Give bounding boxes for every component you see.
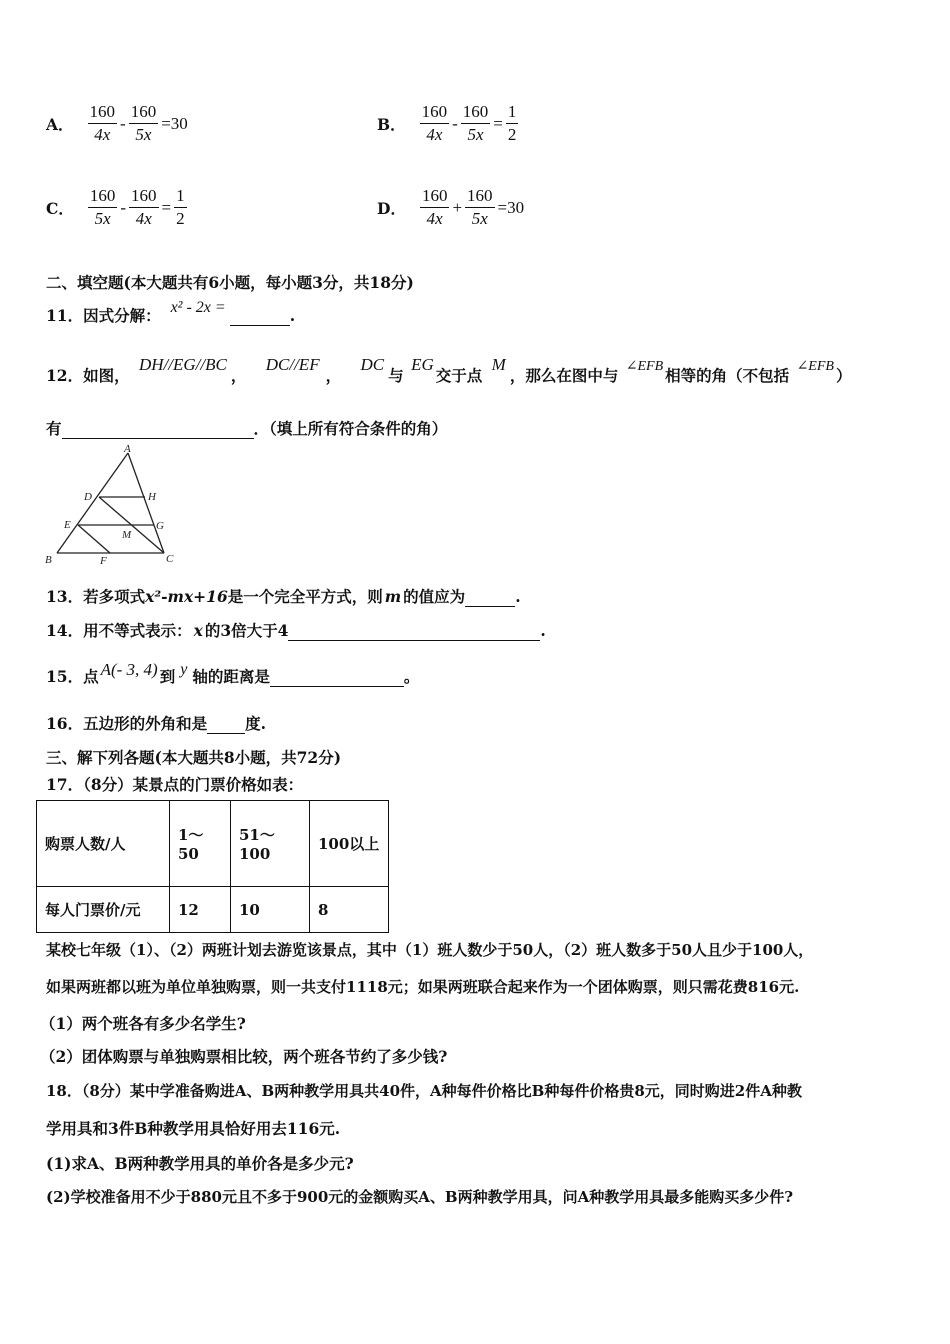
- q18-paragraph-2: 学用具和3件B种教学用具恰好用去116元.: [46, 1119, 341, 1138]
- label-h: H: [148, 491, 156, 503]
- fraction: $\frac{1}{2}$: [176, 186, 185, 228]
- answer-blank[interactable]: [288, 624, 540, 641]
- question-14: 14．用不等式表示： x 的3倍大于4 .: [46, 621, 546, 640]
- answer-blank[interactable]: [62, 422, 254, 439]
- table-cell: 1～50: [170, 801, 231, 887]
- fraction: $\frac{160}{4x}$: [421, 102, 448, 144]
- question-11: 11．因式分解： x² - 2x = .: [46, 299, 296, 325]
- q17-subquestion-1: （1）两个班各有多少名学生?: [40, 1014, 246, 1033]
- ticket-price-table: [36, 800, 389, 933]
- option-d: D． $\frac{160}{4x}$ + $\frac{160}{5x}$ =30: [377, 186, 525, 228]
- table-row: [37, 887, 389, 933]
- q17-paragraph-2: 如果两班都以班为单位单独购票，则一共支付1118元；如果两班联合起来作为一个团体购票，则只需花费816元.: [46, 978, 800, 996]
- section3-heading: 三、解下列各题(本大题共8小题，共72分): [46, 748, 342, 767]
- table-cell: 100以上: [310, 801, 389, 887]
- label-a: A: [124, 443, 131, 455]
- fraction: $\frac{160}{5x}$: [462, 102, 489, 144]
- question-12: 12．如图， DH//EG//BC， DC//EF， DC与 EG交于点 M，那么在图中与 ∠EFB 相等的角（不包括 ∠EFB ）: [46, 355, 852, 385]
- q18-subquestion-2: (2)学校准备用不少于880元且不多于900元的金额购买A、B两种教学用具，问A种教学用具最多能购买多少件?: [46, 1188, 794, 1206]
- label-e: E: [64, 519, 71, 531]
- table-cell: 12: [170, 887, 231, 933]
- table-cell: 8: [310, 887, 389, 933]
- fraction: $\frac{160}{4x}$: [421, 186, 448, 228]
- segment-ef: [78, 525, 110, 553]
- q17-subquestion-2: （2）团体购票与单独购票相比较，两个班各节约了多少钱?: [40, 1047, 448, 1066]
- table-cell: 购票人数/人: [37, 801, 170, 887]
- fraction: $\frac{160}{5x}$: [467, 186, 493, 228]
- fraction: $\frac{160}{4x}$: [131, 186, 157, 228]
- answer-blank[interactable]: [270, 670, 404, 687]
- table-cell: 51～100: [231, 801, 310, 887]
- q18-subquestion-1: (1)求A、B两种教学用具的单价各是多少元?: [46, 1154, 354, 1173]
- label-f: F: [100, 555, 107, 567]
- fraction: $\frac{1}{2}$: [507, 102, 517, 144]
- fraction: $\frac{160}{5x}$: [130, 102, 157, 144]
- question-16: 16．五边形的外角和是 度.: [46, 714, 266, 733]
- q11-expression: x² - 2x =: [170, 299, 226, 316]
- table-cell: 10: [231, 887, 310, 933]
- label-m: M: [122, 529, 132, 541]
- label-b: B: [45, 554, 52, 566]
- answer-blank[interactable]: [465, 590, 515, 607]
- question-17-intro: 17．（8分）某景点的门票价格如表：: [46, 775, 304, 794]
- q17-paragraph-1: 某校七年级（1）、（2）两班计划去游览该景点，其中（1）班人数少于50人，（2）班人数多于50人且少于100人，: [46, 941, 814, 959]
- question-13: 13．若多项式x²-mx+16是一个完全平方式，则 m 的值应为 .: [46, 587, 521, 606]
- table-row: [37, 801, 389, 887]
- fraction: $\frac{160}{5x}$: [89, 186, 116, 228]
- option-label: C．: [46, 198, 74, 218]
- table-cell: 每人门票价/元: [37, 887, 170, 933]
- option-label: A．: [46, 114, 74, 134]
- fraction: $\frac{160}{4x}$: [89, 102, 116, 144]
- question-15: 15．点 A(- 3, 4) 到 y 轴的距离是 。: [46, 660, 420, 686]
- section2-heading: 二、填空题(本大题共有6小题，每小题3分，共18分): [46, 273, 414, 292]
- q18-paragraph-1: 18．（8分）某中学准备购进A、B两种教学用具共40件，A种每件价格比B种每件价格贵8元，同时购进2件A种教: [46, 1082, 802, 1100]
- label-g: G: [156, 520, 164, 532]
- label-d: D: [84, 491, 92, 503]
- label-c: C: [166, 553, 174, 565]
- option-c: C． $\frac{160}{5x}$ - $\frac{160}{4x}$ = $\frac{1}{2}$: [46, 186, 185, 228]
- option-label: B．: [377, 114, 406, 134]
- option-b: B． $\frac{160}{4x}$ - $\frac{160}{5x}$ = $\frac{1}{2}$: [377, 102, 517, 144]
- answer-blank[interactable]: [207, 717, 245, 734]
- option-label: D．: [377, 198, 406, 218]
- geometry-figure: [40, 443, 190, 568]
- option-a: A． $\frac{160}{4x}$ - $\frac{160}{5x}$ =30: [46, 102, 188, 144]
- question-12-line2: 有 ．（填上所有符合条件的角）: [46, 419, 448, 438]
- answer-blank[interactable]: [230, 309, 290, 326]
